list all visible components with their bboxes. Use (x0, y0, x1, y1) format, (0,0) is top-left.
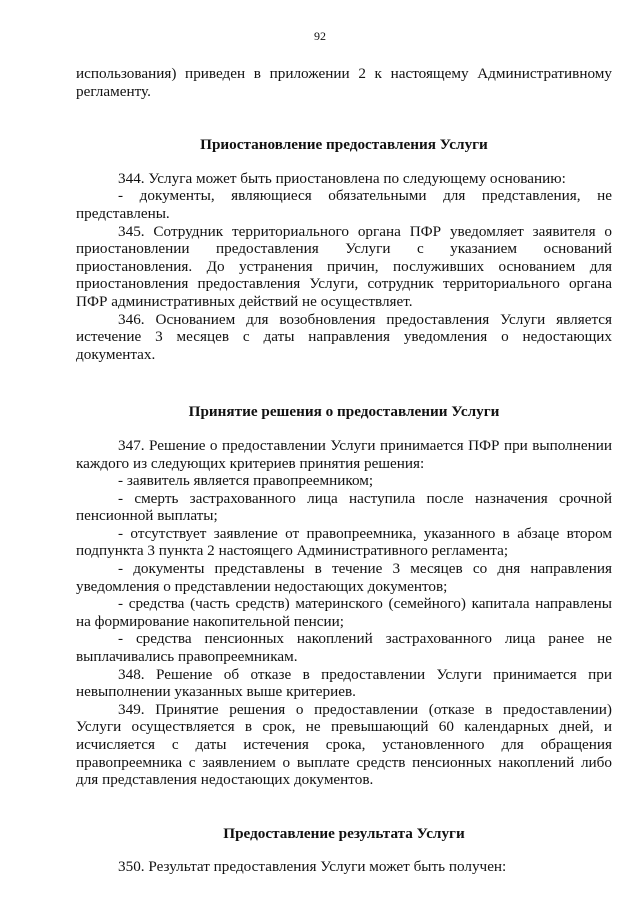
criterion-item: - средства (часть средств) материнского (семейного) капитала направлены на формирование накопительной пенсии; (76, 595, 612, 630)
page-number: 92 (314, 29, 326, 43)
criterion-item: - средства пенсионных накоплений застрахованного лица ранее не выплачивались правопреемникам. (76, 630, 612, 666)
paragraph-350: 350. Результат предоставления Услуги может быть получен: (118, 858, 507, 876)
paragraph-346: 346. Основанием для возобновления предоставления Услуги является истечение 3 месяцев с даты направления уведомления о недостающих документах. (76, 310, 612, 363)
paragraph-349: 349. Принятие решения о предоставлении (отказе в предоставлении) Услуги осуществляется в срок, не превышающий 60 календарных дней, и исчисляется с даты истечения срока, установленного для обращения правопреемника с заявлением о выплате средств пенсионных накоплений либо для представления недостающих документов. (76, 700, 612, 789)
criterion-item: - документы представлены в течение 3 месяцев со дня направления уведомления о представлении недостающих документов; (76, 560, 612, 595)
paragraph-345: 345. Сотрудник территориального органа ПФР уведомляет заявителя о приостановлении предоставления Услуги с указанием оснований приостановления. До устранения причин, послуживших основанием для приостановления предоставления Услуги, сотрудник территориального органа ПФР административных действий не осуществляет. (76, 222, 612, 310)
criterion-item: - смерть застрахованного лица наступила после назначения срочной пенсионной выплаты; (76, 489, 612, 525)
section-heading-decision: Принятие решения о предоставлении Услуги (188, 403, 500, 421)
paragraph-344: 344. Услуга может быть приостановлена по следующему основанию: (118, 169, 566, 187)
paragraph-347: 347. Решение о предоставлении Услуги принимается ПФР при выполнении каждого из следующих критериев принятия решения: (76, 436, 612, 472)
criterion-item: - отсутствует заявление от правопреемника, указанного в абзаце втором подпункта 3 пункта 2 настоящего Административного регламента; (76, 524, 612, 560)
criterion-item: - заявитель является правопреемником; (118, 472, 374, 490)
intro-paragraph: использования) приведен в приложении 2 к настоящему Административному регламенту. (76, 65, 612, 100)
section-heading-suspension: Приостановление предоставления Услуги (200, 136, 488, 154)
section-heading-result: Предоставление результата Услуги (223, 824, 465, 842)
document-body (76, 65, 612, 876)
paragraph-348: 348. Решение об отказе в предоставлении Услуги принимается при невыполнении указанных выше критериев. (76, 665, 612, 701)
paragraph-344-item: - документы, являющиеся обязательными для представления, не представлены. (76, 187, 612, 222)
